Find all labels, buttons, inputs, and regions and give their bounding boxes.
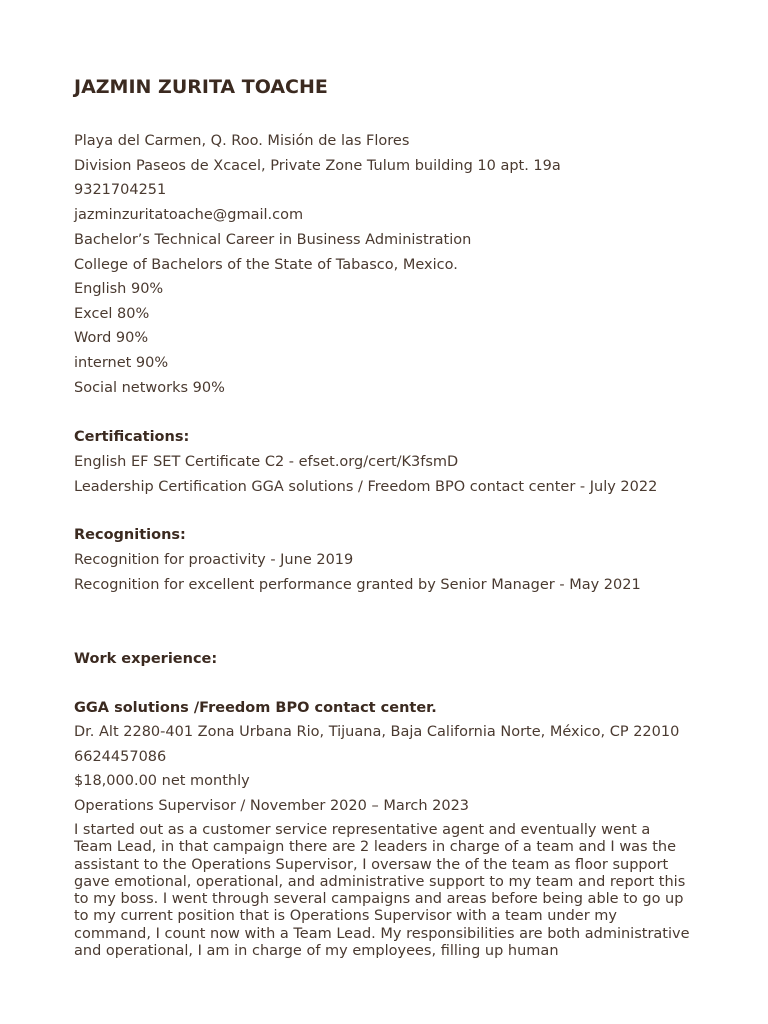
education-degree: Bachelor’s Technical Career in Business Administration xyxy=(74,232,472,248)
certification-item: English EF SET Certificate C2 - efset.org/cert/K3fsmD xyxy=(74,454,459,470)
job-position: Operations Supervisor / November 2020 – March 2023 xyxy=(74,798,470,814)
email-address: jazminzuritatoache@gmail.com xyxy=(74,207,304,223)
recognitions-heading: Recognitions: xyxy=(74,527,186,543)
candidate-name: JAZMIN ZURITA TOACHE xyxy=(74,76,328,98)
skill-item: Excel 80% xyxy=(74,306,150,322)
work-experience-heading: Work experience: xyxy=(74,651,218,667)
company-name: GGA solutions /Freedom BPO contact center. xyxy=(74,700,437,716)
address-line-1: Playa del Carmen, Q. Roo. Misión de las Flores xyxy=(74,133,410,149)
skill-item: Word 90% xyxy=(74,330,149,346)
certification-item: Leadership Certification GGA solutions / Freedom BPO contact center - July 2022 xyxy=(74,479,658,495)
company-address: Dr. Alt 2280-401 Zona Urbana Rio, Tijuana, Baja California Norte, México, CP 22010 xyxy=(74,724,680,740)
salary: $18,000.00 net monthly xyxy=(74,773,250,789)
education-school: College of Bachelors of the State of Tabasco, Mexico. xyxy=(74,257,458,273)
skill-item: internet 90% xyxy=(74,355,169,371)
recognition-item: Recognition for excellent performance granted by Senior Manager - May 2021 xyxy=(74,577,641,593)
skill-item: Social networks 90% xyxy=(74,380,225,396)
certifications-heading: Certifications: xyxy=(74,429,190,445)
phone-number: 9321704251 xyxy=(74,182,167,198)
address-line-2: Division Paseos de Xcacel, Private Zone Tulum building 10 apt. 19a xyxy=(74,158,561,174)
skill-item: English 90% xyxy=(74,281,164,297)
company-phone: 6624457086 xyxy=(74,749,167,765)
job-description: I started out as a customer service representative agent and eventually went a Team Lead, in that campaign there are 2 leaders in charge of a team and I was the assistant to the Operations Supervisor, I oversaw the of the team as floor support gave emotional, operational, and administrative support to my team and report this to my boss. I went through several campaigns and areas before being able to go up to my current position that is Operations Supervisor with a team under my command, I count now with a Team Lead. My responsibilities are both administrative and operational, I am in charge of my employees, filling up human xyxy=(74,822,690,960)
recognition-item: Recognition for proactivity - June 2019 xyxy=(74,552,354,568)
